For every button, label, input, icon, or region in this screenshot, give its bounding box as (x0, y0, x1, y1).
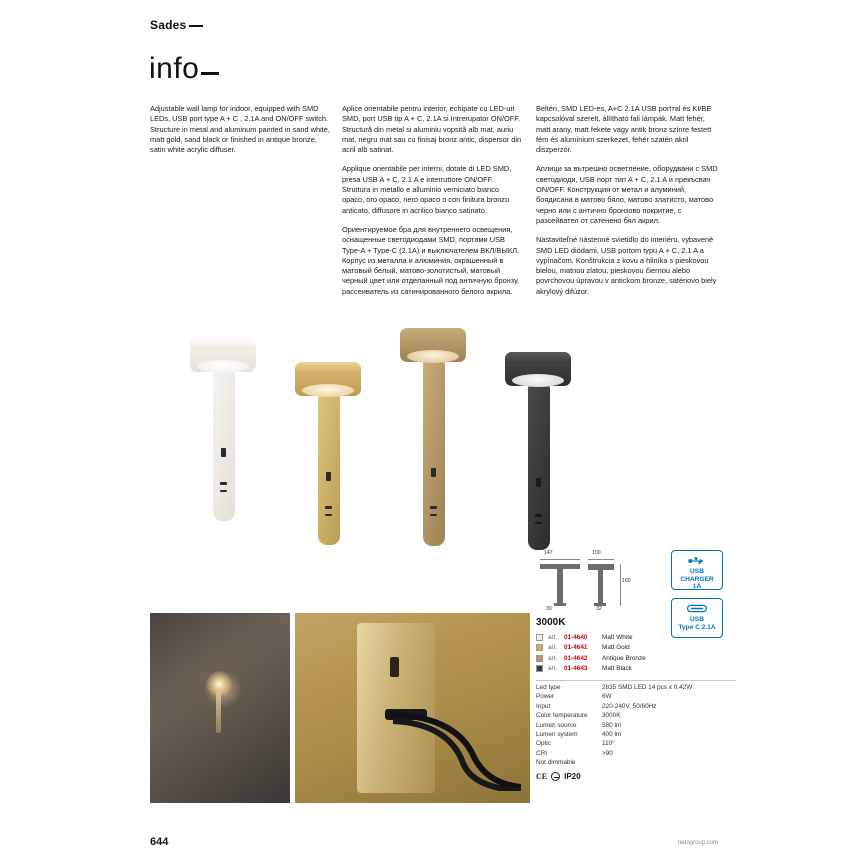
spec-value: 580 lm (602, 721, 622, 729)
lamp-silhouette (216, 691, 221, 733)
dimension-small-1: 30 (546, 606, 552, 612)
lamp-head-top (295, 362, 361, 374)
variant-art-label: art. (548, 654, 558, 662)
spec-value: 2835 SMD LED 14 pcs x 0,42W (602, 684, 693, 691)
detail-photo-gold-lamp (295, 613, 530, 803)
switch-detail (390, 657, 399, 677)
drawing-front-base (554, 603, 566, 606)
description-column-hu-bg-sk (536, 104, 718, 306)
title-underline (201, 72, 219, 75)
description-paragraph: Applique orientabile per interni, dotate di LED SMD, presa USB A + C, 2.1 A e interruttore ON/OFF. Struttura in metallo e alluminio verniciato bianco opaco, oro opaco, nero opaco o con finitura bronzo anticato, diffusore in acrilico bianco satinato. (342, 164, 512, 215)
variant-art-label: art. (548, 633, 558, 641)
spec-row (536, 759, 736, 768)
variant-row[interactable] (536, 664, 736, 675)
variant-name: Antique Bronze (602, 654, 646, 662)
ce-mark: CE (536, 772, 548, 781)
description-paragraph: Аплици за вътрешно осветление, оборудвани с SMD светодиоди, USB порт тип A + C, 2.1 A и прекъсвач ON/OFF. Конструкция от метал и алуминий, боядисана в матово бяло, матово златисто, матово черно или с антично бронзово покритие, с разсейвател от сатенено бял акрил. (536, 164, 718, 225)
variant-name: Matt White (602, 633, 633, 641)
spec-row (536, 750, 736, 759)
usb-badge-line3: 1A (692, 583, 702, 591)
technical-drawing (536, 550, 646, 612)
spec-key: Power (536, 693, 555, 701)
usb-port (430, 506, 437, 509)
color-swatch (536, 665, 543, 672)
color-swatch (536, 634, 543, 641)
lamp-diffuser (197, 360, 249, 373)
spec-row (536, 740, 736, 749)
spec-row (536, 693, 736, 702)
spec-value: 400 lm (602, 730, 622, 738)
page-title-text: info (149, 52, 200, 85)
spec-value: 110° (602, 740, 615, 748)
lamp-head-top (190, 338, 256, 350)
color-temperature-label: 3000K (536, 617, 566, 628)
usb-charger-badge (671, 550, 723, 590)
usb-port-c (535, 522, 542, 524)
spec-key: Led type (536, 684, 561, 691)
certification-marks (536, 772, 581, 781)
dimension-small-2: 32 (596, 606, 602, 612)
usb-c-badge-line2: Type C 2.1A (678, 623, 716, 631)
spec-row (536, 712, 736, 721)
dimension-line-top (540, 559, 580, 560)
brand-logo (150, 18, 203, 32)
page-number: 644 (150, 836, 169, 848)
variant-name: Matt Gold (602, 644, 630, 652)
dimension-depth: 100 (592, 550, 601, 556)
ambient-photo-wall-light (150, 613, 290, 803)
dimension-line-height (620, 564, 621, 606)
usb-c-badge-line1: USB (690, 616, 704, 623)
page-title (149, 52, 219, 86)
usb-c-icon (672, 603, 722, 616)
variant-code-list (536, 632, 736, 674)
lamp-diffuser (407, 350, 459, 363)
spec-row (536, 722, 736, 731)
description-column-en (150, 104, 330, 164)
color-swatch (536, 644, 543, 651)
product-renders (150, 300, 730, 560)
dimension-height: 160 (622, 578, 631, 584)
usb-badge-line1: USB (690, 568, 704, 575)
spec-row (536, 703, 736, 712)
usb-cable (391, 711, 521, 791)
drawing-front-arm (557, 569, 563, 605)
power-switch (221, 448, 226, 457)
drawing-side-arm (598, 570, 603, 605)
spec-key: Color temperature (536, 712, 588, 720)
variant-code: 01-4641 (564, 644, 588, 652)
variant-code: 01-4642 (564, 654, 588, 662)
usb-port-c (430, 514, 437, 516)
variant-art-label: art. (548, 665, 558, 673)
specification-table (536, 680, 736, 769)
description-paragraph: Adjustable wall lamp for indoor, equipped with SMD LEDs, USB port type A + C , 2.1A and ON/OFF switch. Structure in metal and aluminum painted in sand white, matt gold, sand black or finished in antique bronze, satin white acrylic diffuser. (150, 104, 330, 155)
variant-code: 01-4640 (564, 633, 588, 641)
variant-row[interactable] (536, 653, 736, 664)
class-ii-icon (551, 772, 560, 781)
usb-port (325, 506, 332, 509)
description-column-ro-it-ru (342, 104, 522, 306)
variant-code: 01-4643 (564, 665, 588, 673)
power-switch (536, 478, 541, 487)
brand-text: Sades (150, 18, 187, 32)
variant-art-label: art. (548, 644, 558, 652)
spec-key: Lumen system (536, 730, 578, 738)
spec-key: Optic (536, 740, 551, 748)
wall-plate (318, 390, 340, 545)
color-swatch (536, 655, 543, 662)
wall-plate (528, 380, 550, 550)
spec-key: Not dimmable (536, 759, 576, 767)
spec-row (536, 731, 736, 740)
lamp-diffuser (302, 384, 354, 397)
lamp-diffuser (512, 374, 564, 387)
dimension-line-top-2 (588, 559, 614, 560)
spec-key: CRI (536, 749, 548, 757)
usb-port-c (220, 490, 227, 492)
usb-a-icon (672, 555, 722, 568)
wall-plate (423, 356, 445, 546)
spec-value: 3000K (602, 712, 621, 720)
variant-row[interactable] (536, 643, 736, 654)
power-switch (326, 472, 331, 481)
ip-rating: IP20 (564, 772, 581, 781)
spec-value: 6W (602, 693, 612, 701)
variant-name: Matt Black (602, 665, 632, 673)
description-paragraph: Nastaviteľné nástenné svietidlo do interiéru, vybavené SMD LED diódami, USB portom typu A + C, 2.1 A a vypínačom. Konštrukcia z kovu a hliníka s pieskovou bielou, matnou zlatou, pieskovou čiernou alebo povrchovou úpravou v antickom bronze, saténovo biely akrylový difúzor. (536, 235, 717, 296)
spec-value: 220-240V, 50/60Hz (602, 702, 657, 710)
spec-key: Input (536, 702, 551, 710)
description-paragraph: Aplice orientabile pentru interior, echipate cu LED-uri SMD, port USB tip A + C, 2.1A si Intrerupator ON/OFF. Structură din metal si aluminiu vopsită alb mat, auriu mat, negru mat sau cu finisaj bronz antic, dispersor din acril alb satinat. (342, 104, 522, 155)
variant-row[interactable] (536, 632, 736, 643)
description-paragraph: Beltéri, SMD LED-es, A+C 2.1A USB portтal és KI/BE kapcsolóval szerelt, állítható fali lámpák. Matt fehér, matt arany, matt fekete vagy antik bronz színre festett fém és alumínium szerkezet, fehér szatén akril diszperzór. (536, 104, 712, 155)
power-switch (431, 468, 436, 477)
footer-url: redogroup.com (677, 840, 718, 846)
usb-port (220, 482, 227, 485)
description-paragraph: Ориентируемое бра для внутреннего освещения, оснащенные светодиодами SMD, портами USB Type-A + Type-C (2.1A) и выключателем ВКЛ/ВЫКЛ. Корпус из металла и алюминия, окрашенный в матовый белый, матово-золотистый, матовый черный цвет или отделанный под античную бронзу, рассеиватель из сатинированного белого акрила. (342, 224, 520, 296)
wall-plate (213, 366, 235, 521)
usb-badge-line2: CHARGER (680, 575, 714, 583)
dimension-width: 147 (544, 550, 553, 556)
lamp-head-top (400, 328, 466, 340)
spec-row (536, 684, 736, 693)
brand-underline (189, 25, 203, 27)
spec-key: Lumen source (536, 721, 577, 729)
spec-value: >90 (602, 749, 613, 757)
usb-port (535, 514, 542, 517)
usb-port-c (325, 514, 332, 516)
lamp-head-top (505, 352, 571, 364)
